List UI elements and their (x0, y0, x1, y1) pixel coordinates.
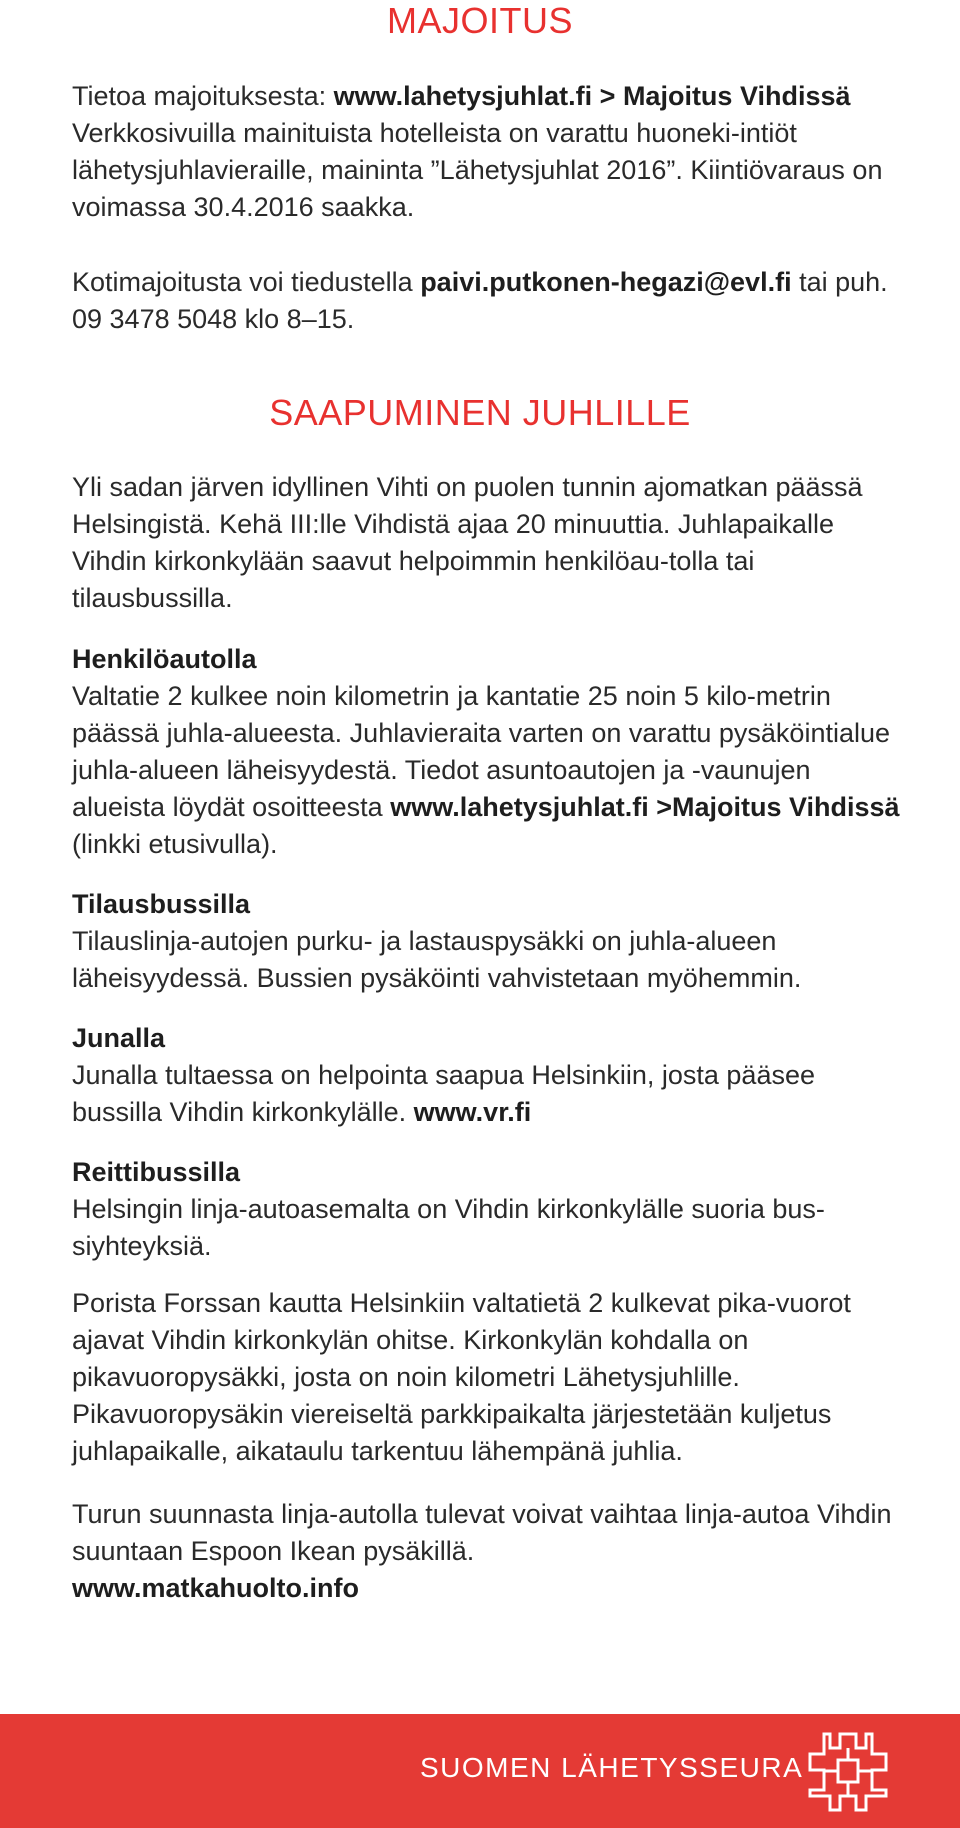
kotimajoitus-rest: tai puh. 09 3478 5048 klo 8–15. (72, 267, 888, 334)
henkiloautolla-text: Valtatie 2 kulkee noin kilometrin ja kantatie 25 noin 5 kilo-metrin päässä juhla-alueesta. Juhlavieraita varten on varattu pysäköintialue juhla-alueen läheisyydestä. Tiedot asuntoautojen ja -vaunujen alueista löydät osoitteesta (72, 681, 891, 822)
footer-brand-name: SUOMEN LÄHETYSSEURA (420, 1752, 804, 1783)
majoitus-info-text: Verkkosivuilla mainituista hotelleista on varattu huoneki-intiöt lähetysjuhlavieraille, maininta ”Lähetysjuhlat 2016”. Kiintiövaraus on voimassa 30.4.2016 saakka. (72, 118, 883, 222)
junalla-text: Junalla tultaessa on helpointa saapua Helsinkiin, josta pääsee bussilla Vihdin kirkonkylälle. (72, 1060, 816, 1127)
majoitus-title: MAJOITUS (386, 0, 573, 41)
majoitus-info-paragraph (72, 78, 902, 226)
henkiloautolla-link[interactable]: www.lahetysjuhlat.fi >Majoitus Vihdissä (390, 792, 900, 822)
turku-text: Turun suunnasta linja-autolla tulevat voivat vaihtaa linja-autoa Vihdin suuntaan Espoon Ikean pysäkillä. (72, 1499, 892, 1566)
henkiloautolla-heading: Henkilöautolla (72, 644, 257, 674)
reittibussilla-section (72, 1154, 902, 1265)
reittibussilla-text: Helsingin linja-autoasemalta on Vihdin kirkonkylälle suoria bus-siyhteyksiä. (72, 1194, 825, 1261)
tilausbussilla-text: Tilauslinja-autojen purku- ja lastauspysäkki on juhla-alueen läheisyydessä. Bussien pysäköinti vahvistetaan myöhemmin. (72, 926, 802, 993)
contact-email-link[interactable]: paivi.putkonen-hegazi@evl.fi (420, 267, 792, 297)
henkiloautolla-section (72, 641, 902, 863)
cross-logo-icon (806, 1730, 890, 1814)
majoitus-link[interactable]: www.lahetysjuhlat.fi > Majoitus Vihdissä (333, 81, 851, 111)
tilausbussilla-heading: Tilausbussilla (72, 889, 251, 919)
reittibussilla-heading: Reittibussilla (72, 1157, 241, 1187)
saapuminen-intro: Yli sadan järven idyllinen Vihti on puolen tunnin ajomatkan päässä Helsingistä. Kehä III:lle Vihdistä ajaa 20 minuuttia. Juhlapaikalle Vihdin kirkonkylään saavut helpoimmin henkilöau-tolla tai tilausbussilla. (72, 472, 863, 613)
saapuminen-title: SAAPUMINEN JUHLILLE (269, 392, 691, 433)
vr-link[interactable]: www.vr.fi (413, 1097, 532, 1127)
majoitus-info-prefix: Tietoa majoituksesta: (72, 81, 334, 111)
kotimajoitus-prefix: Kotimajoitusta voi tiedustella (72, 267, 421, 297)
pori-paragraph: Porista Forssan kautta Helsinkiin valtatietä 2 kulkevat pika-vuorot ajavat Vihdin kirkonkylän ohitse. Kirkonkylän kohdalla on pikavuoropysäkki, josta on noin kilometri Lähetysjuhlille. Pikavuoropysäkin viereiseltä parkkipaikalta järjestetään kuljetus juhlapaikalle, aikataulu tarkentuu lähempänä juhlia. (72, 1288, 851, 1466)
turku-paragraph (72, 1496, 902, 1607)
footer-banner (0, 1714, 960, 1828)
kotimajoitus-paragraph (72, 264, 902, 338)
junalla-heading: Junalla (72, 1023, 166, 1053)
junalla-section (72, 1020, 902, 1131)
tilausbussilla-section (72, 886, 902, 997)
henkiloautolla-suffix: (linkki etusivulla). (72, 829, 278, 859)
matkahuolto-link[interactable]: www.matkahuolto.info (72, 1573, 359, 1603)
